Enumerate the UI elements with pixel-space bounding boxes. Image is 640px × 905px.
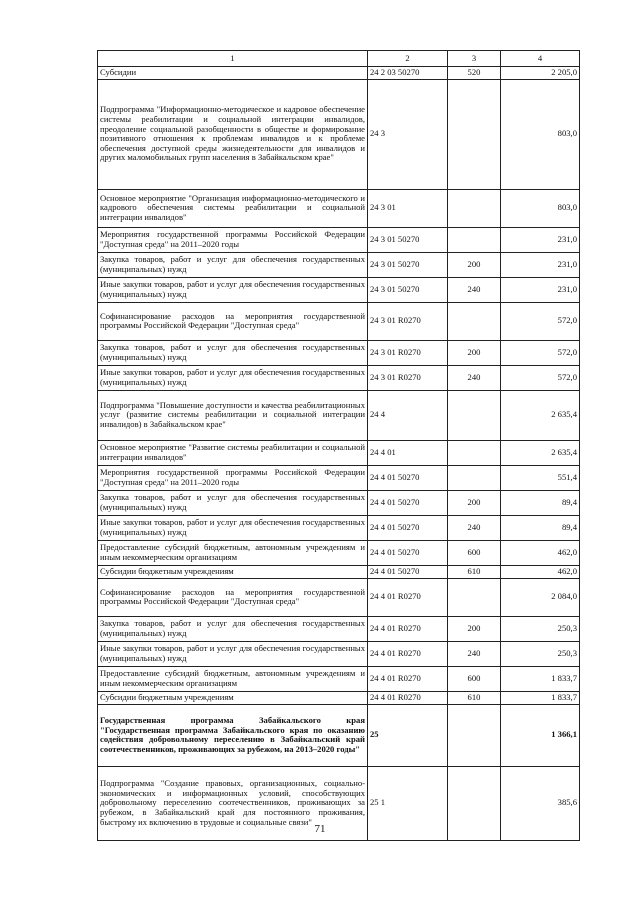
row-name: Иные закупки товаров, работ и услуг для обеспечения государственных (муниципальных) нужд bbox=[98, 365, 368, 390]
row-name: Софинансирование расходов на мероприятия государственной программы Российской Федерации "Доступная среда" bbox=[98, 578, 368, 616]
table-row bbox=[98, 616, 580, 641]
row-name: Субсидии бюджетным учреждениям bbox=[98, 691, 368, 704]
row-amount: 250,3 bbox=[501, 616, 580, 641]
row-kind bbox=[448, 189, 501, 227]
row-kind bbox=[448, 465, 501, 490]
row-amount: 1 833,7 bbox=[501, 691, 580, 704]
row-kind: 610 bbox=[448, 565, 501, 578]
row-kind: 200 bbox=[448, 616, 501, 641]
row-name: Подпрограмма "Информационно-методическое и кадровое обеспечение системы реабилитации и социальной интеграции инвалидов, преодоление социальной разобщенности в обществе и формирование позитивного отношения к проблемам инвалидов и к проблеме обеспечения доступной среды жизнедеятельности для инвалидов и других маломобильных групп населения в Забайкальском крае" bbox=[98, 79, 368, 189]
row-code: 24 3 01 R0270 bbox=[368, 340, 448, 365]
header-col-amount: 4 bbox=[501, 51, 580, 67]
row-amount: 2 635,4 bbox=[501, 390, 580, 440]
table-row bbox=[98, 252, 580, 277]
budget-table bbox=[97, 50, 580, 841]
table-row bbox=[98, 578, 580, 616]
table-row bbox=[98, 365, 580, 390]
row-kind: 200 bbox=[448, 252, 501, 277]
row-code: 24 4 01 R0270 bbox=[368, 616, 448, 641]
row-kind bbox=[448, 578, 501, 616]
row-kind: 600 bbox=[448, 666, 501, 691]
row-kind bbox=[448, 440, 501, 465]
table-row bbox=[98, 490, 580, 515]
row-kind: 610 bbox=[448, 691, 501, 704]
table-row bbox=[98, 302, 580, 340]
row-kind bbox=[448, 302, 501, 340]
table-row bbox=[98, 666, 580, 691]
table-row bbox=[98, 691, 580, 704]
row-code: 24 4 01 50270 bbox=[368, 565, 448, 578]
table-row bbox=[98, 189, 580, 227]
row-code: 25 bbox=[368, 704, 448, 766]
row-code: 24 4 01 R0270 bbox=[368, 578, 448, 616]
row-kind: 240 bbox=[448, 515, 501, 540]
row-amount: 572,0 bbox=[501, 302, 580, 340]
row-amount: 1 833,7 bbox=[501, 666, 580, 691]
row-amount: 2 205,0 bbox=[501, 67, 580, 80]
page-number: 71 bbox=[314, 823, 326, 835]
row-code: 24 3 01 50270 bbox=[368, 277, 448, 302]
row-amount: 385,6 bbox=[501, 766, 580, 840]
row-name: Софинансирование расходов на мероприятия государственной программы Российской Федерации "Доступная среда" bbox=[98, 302, 368, 340]
row-name: Субсидии бюджетным учреждениям bbox=[98, 565, 368, 578]
row-name: Подпрограмма "Создание правовых, организационных, социально-экономических и информационных условий, способствующих добровольному переселению соотечественников, проживающих за рубежом, в Забайкальский край для постоянного проживания, быстрому их включению в трудовые и социальные связи" bbox=[98, 766, 368, 840]
row-code: 24 3 bbox=[368, 79, 448, 189]
header-col-code: 2 bbox=[368, 51, 448, 67]
row-kind: 240 bbox=[448, 365, 501, 390]
row-name: Подпрограмма "Повышение доступности и качества реабилитационных услуг (развитие системы реабилитации и социальной интеграции инвалидов) в Забайкальском крае" bbox=[98, 390, 368, 440]
row-code: 24 3 01 bbox=[368, 189, 448, 227]
row-amount: 231,0 bbox=[501, 227, 580, 252]
row-kind bbox=[448, 390, 501, 440]
row-name: Предоставление субсидий бюджетным, автономным учреждениям и иным некоммерческим организациям bbox=[98, 666, 368, 691]
table-row bbox=[98, 227, 580, 252]
table-header-row bbox=[98, 51, 580, 67]
row-kind: 240 bbox=[448, 641, 501, 666]
table-row bbox=[98, 515, 580, 540]
row-name: Закупка товаров, работ и услуг для обеспечения государственных (муниципальных) нужд bbox=[98, 490, 368, 515]
row-code: 25 1 bbox=[368, 766, 448, 840]
row-kind: 600 bbox=[448, 540, 501, 565]
row-code: 24 3 01 R0270 bbox=[368, 365, 448, 390]
table-row bbox=[98, 390, 580, 440]
row-name: Основное мероприятие "Организация информационно-методического и кадрового обеспечения системы реабилитации и социальной интеграции инвалидов" bbox=[98, 189, 368, 227]
row-code: 24 4 01 50270 bbox=[368, 465, 448, 490]
table-row bbox=[98, 79, 580, 189]
row-code: 24 2 03 50270 bbox=[368, 67, 448, 80]
row-amount: 462,0 bbox=[501, 565, 580, 578]
row-amount: 2 084,0 bbox=[501, 578, 580, 616]
row-name: Иные закупки товаров, работ и услуг для обеспечения государственных (муниципальных) нужд bbox=[98, 641, 368, 666]
header-col-name: 1 bbox=[98, 51, 368, 67]
row-amount: 803,0 bbox=[501, 189, 580, 227]
row-amount: 89,4 bbox=[501, 490, 580, 515]
row-name: Закупка товаров, работ и услуг для обеспечения государственных (муниципальных) нужд bbox=[98, 340, 368, 365]
row-amount: 250,3 bbox=[501, 641, 580, 666]
row-amount: 2 635,4 bbox=[501, 440, 580, 465]
row-kind bbox=[448, 227, 501, 252]
row-name: Закупка товаров, работ и услуг для обеспечения государственных (муниципальных) нужд bbox=[98, 616, 368, 641]
row-code: 24 4 01 50270 bbox=[368, 515, 448, 540]
row-amount: 803,0 bbox=[501, 79, 580, 189]
row-code: 24 4 01 50270 bbox=[368, 490, 448, 515]
row-kind bbox=[448, 79, 501, 189]
row-name: Основное мероприятие "Развитие системы реабилитации и социальной интеграции инвалидов" bbox=[98, 440, 368, 465]
table-row bbox=[98, 704, 580, 766]
header-col-kind: 3 bbox=[448, 51, 501, 67]
table-row bbox=[98, 67, 580, 80]
row-code: 24 3 01 R0270 bbox=[368, 302, 448, 340]
row-kind: 240 bbox=[448, 277, 501, 302]
row-name: Субсидии bbox=[98, 67, 368, 80]
row-amount: 89,4 bbox=[501, 515, 580, 540]
row-code: 24 4 01 50270 bbox=[368, 540, 448, 565]
row-amount: 551,4 bbox=[501, 465, 580, 490]
row-code: 24 4 bbox=[368, 390, 448, 440]
row-kind: 200 bbox=[448, 490, 501, 515]
row-kind: 520 bbox=[448, 67, 501, 80]
row-name: Закупка товаров, работ и услуг для обеспечения государственных (муниципальных) нужд bbox=[98, 252, 368, 277]
row-kind: 200 bbox=[448, 340, 501, 365]
row-code: 24 4 01 R0270 bbox=[368, 641, 448, 666]
table-row bbox=[98, 565, 580, 578]
row-code: 24 4 01 R0270 bbox=[368, 691, 448, 704]
row-kind bbox=[448, 704, 501, 766]
row-code: 24 3 01 50270 bbox=[368, 227, 448, 252]
row-code: 24 4 01 bbox=[368, 440, 448, 465]
table-row bbox=[98, 277, 580, 302]
row-code: 24 3 01 50270 bbox=[368, 252, 448, 277]
row-amount: 572,0 bbox=[501, 365, 580, 390]
row-name: Предоставление субсидий бюджетным, автономным учреждениям и иным некоммерческим организациям bbox=[98, 540, 368, 565]
row-code: 24 4 01 R0270 bbox=[368, 666, 448, 691]
table-row bbox=[98, 440, 580, 465]
row-name: Мероприятия государственной программы Российской Федерации "Доступная среда" на 2011–2020 годы bbox=[98, 227, 368, 252]
row-amount: 572,0 bbox=[501, 340, 580, 365]
row-amount: 1 366,1 bbox=[501, 704, 580, 766]
row-name: Иные закупки товаров, работ и услуг для обеспечения государственных (муниципальных) нужд bbox=[98, 277, 368, 302]
table-row bbox=[98, 540, 580, 565]
row-name: Мероприятия государственной программы Российской Федерации "Доступная среда" на 2011–2020 годы bbox=[98, 465, 368, 490]
table-row bbox=[98, 340, 580, 365]
row-amount: 462,0 bbox=[501, 540, 580, 565]
row-amount: 231,0 bbox=[501, 277, 580, 302]
table-row bbox=[98, 465, 580, 490]
row-name: Государственная программа Забайкальского края "Государственная программа Забайкальского края по оказанию содействия добровольному переселению в Забайкальский край соотечественников, проживающих за рубежом, на 2013–2020 годы" bbox=[98, 704, 368, 766]
row-name: Иные закупки товаров, работ и услуг для обеспечения государственных (муниципальных) нужд bbox=[98, 515, 368, 540]
row-amount: 231,0 bbox=[501, 252, 580, 277]
table-row bbox=[98, 641, 580, 666]
